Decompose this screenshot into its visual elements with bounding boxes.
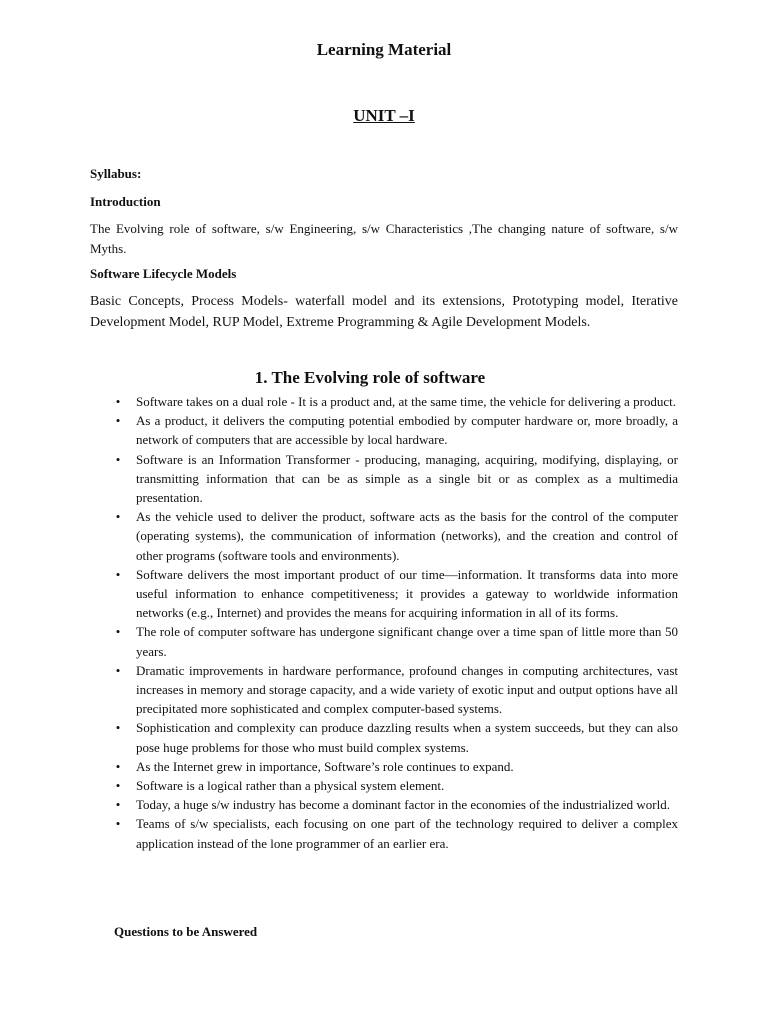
list-item [112,718,678,756]
list-item-text: As the vehicle used to deliver the product, software acts as the basis for the control of the computer (operating systems), the communication of information (networks), and the creation and control of other programs (software tools and environments). [136,509,678,563]
syllabus-label: Syllabus: [90,166,142,181]
bullet-icon: • [115,451,121,467]
list-item [112,661,678,719]
list-item [112,776,678,795]
list-item [112,392,678,411]
bullet-icon: • [115,394,121,409]
bullet-list [112,392,678,853]
bullet-icon: • [115,662,121,678]
bullet-icon: • [115,816,121,832]
bullet-icon: • [115,797,121,813]
bullet-icon: • [115,778,121,794]
list-item [112,507,678,565]
bullet-icon: • [115,566,121,582]
questions-heading: Questions to be Answered [114,924,258,939]
bullet-icon: • [115,624,121,640]
list-item-text: The role of computer software has undergone significant change over a time span of little more than 50 years. [136,624,678,659]
list-item-text: Software is an Information Transformer - producing, managing, acquiring, modifying, displaying, or transmitting information that can be as simple as a single bit or as complex as a multimedia presentation. [136,451,678,506]
list-item [112,795,678,814]
list-item [112,757,678,776]
list-item-text: As a product, it delivers the computing potential embodied by computer hardware or, more broadly, a network of computers that are accessible by local hardware. [136,413,678,448]
bullet-icon: • [115,720,121,736]
list-item-text: Dramatic improvements in hardware performance, profound changes in computing architectures, vast increases in memory and storage capacity, and a wide variety of exotic input and output options have all precipitated more sophisticated and complex computer-based systems. [136,662,678,717]
unit-title: UNIT –I [353,106,415,125]
list-item-text: As the Internet grew in importance, Software’s role continues to expand. [136,758,514,774]
section-heading: 1. The Evolving role of software [254,368,486,387]
bullet-icon: • [115,413,121,429]
document-title: Learning Material [316,40,452,59]
list-item-text: Sophistication and complexity can produce dazzling results when a system succeeds, but they can also pose huge problems for those who must build complex systems. [136,720,678,755]
bullet-icon: • [115,509,121,525]
lifecycle-heading: Software Lifecycle Models [90,266,237,281]
introduction-text: The Evolving role of software, s/w Engineering, s/w Characteristics ,The changing nature of software, s/w Myths. [90,221,678,256]
list-item-text: Software delivers the most important product of our time—information. It transforms data into more useful information to enhance competitiveness; it provides a gateway to worldwide information networks (e.g., Internet) and provides the means for acquiring information in all of its forms. [136,566,678,621]
lifecycle-text: Basic Concepts, Process Models- waterfall model and its extensions, Prototyping model, Iterative Development Model, RUP Model, Extreme Programming & Agile Development Models. [90,294,678,330]
list-item-text: Teams of s/w specialists, each focusing on one part of the technology required to deliver a complex application instead of the lone programmer of an earlier era. [136,816,678,851]
bullet-icon: • [115,758,121,774]
list-item [112,565,678,623]
list-item [112,411,678,449]
list-item [112,450,678,508]
list-item-text: Software is a logical rather than a physical system element. [136,778,445,794]
list-item-text: Today, a huge s/w industry has become a dominant factor in the economies of the industrialized world. [136,797,670,813]
list-item [112,814,678,852]
list-item-text: Software takes on a dual role - It is a product and, at the same time, the vehicle for delivering a product. [136,394,677,409]
list-item [112,622,678,660]
introduction-heading: Introduction [90,194,161,209]
